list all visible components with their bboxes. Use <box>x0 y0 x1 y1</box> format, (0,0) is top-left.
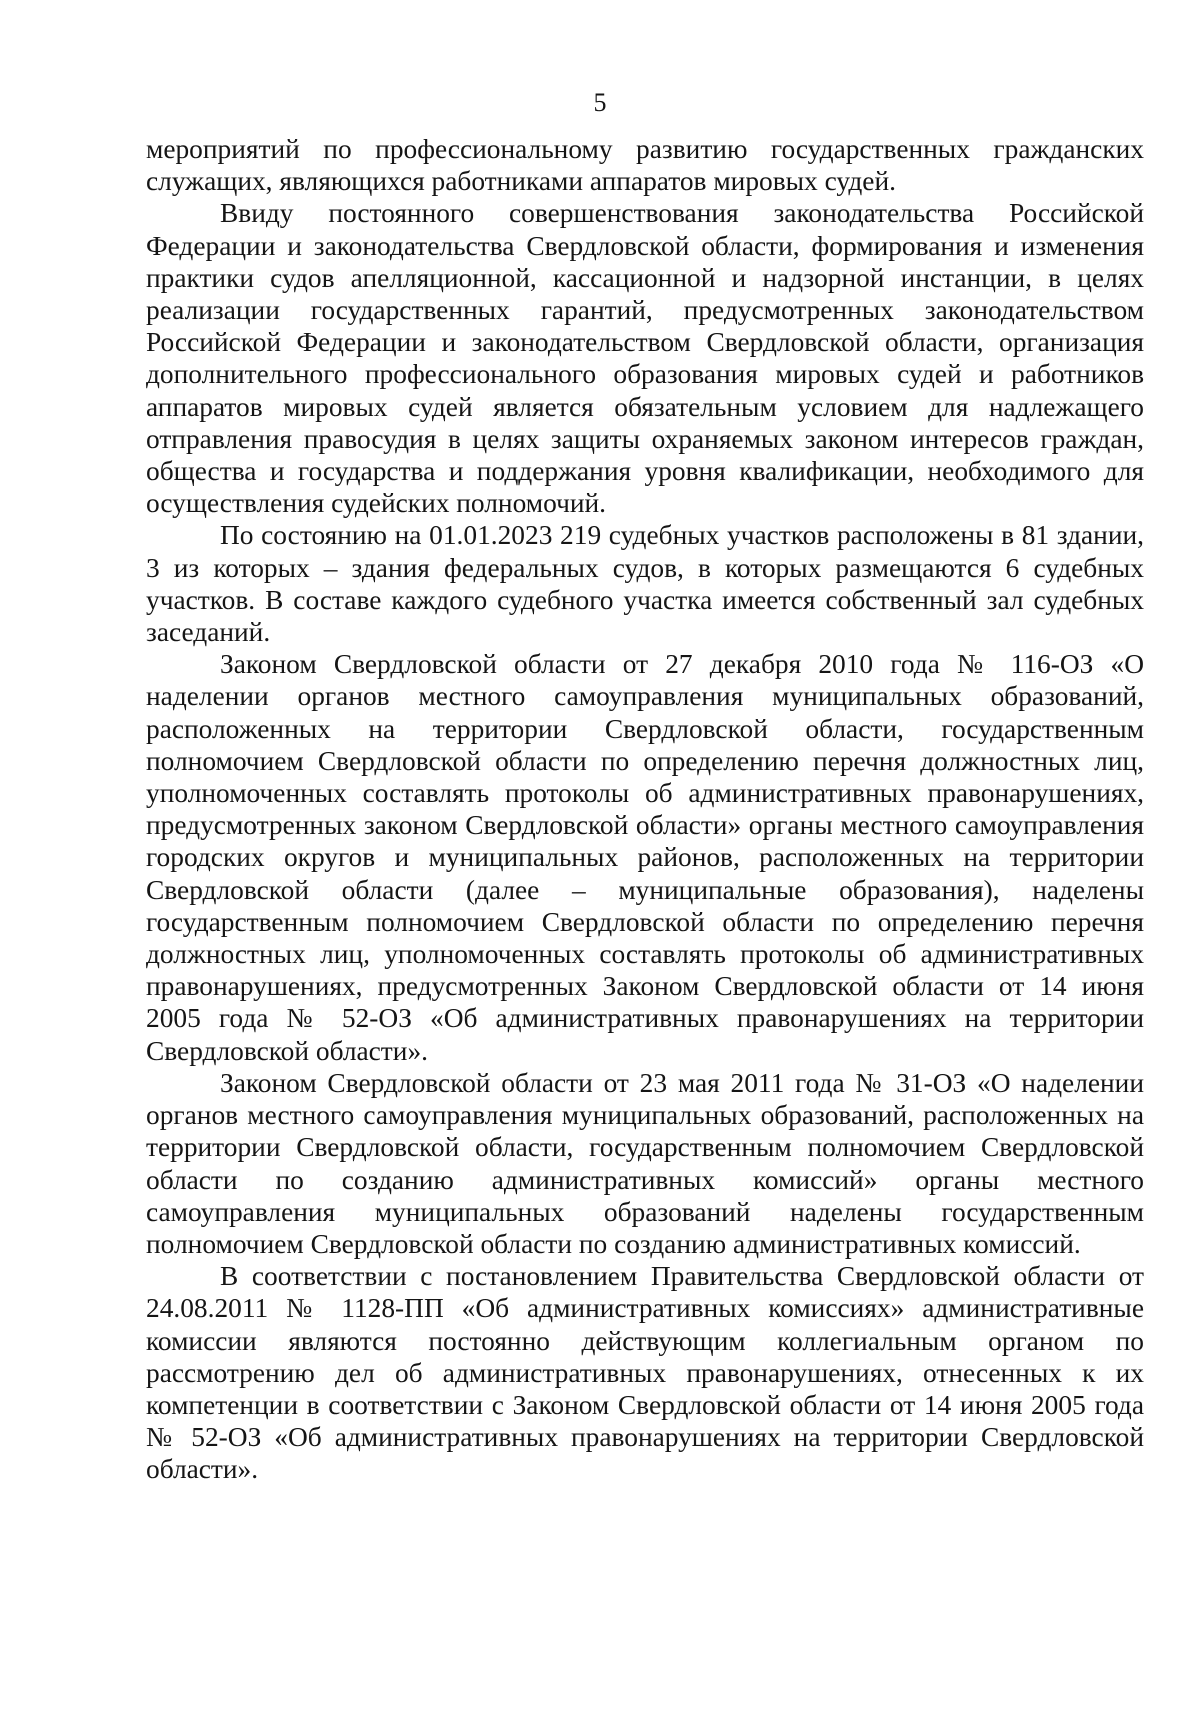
paragraph: По состоянию на 01.01.2023 219 судебных участков расположены в 81 здании, 3 из которых – здания федеральных судов, в которых размещаются 6 судебных участков. В составе каждого судебного участка имеется собственный зал судебных заседаний. <box>146 520 1144 648</box>
paragraph: Ввиду постоянного совершенствования законодательства Российской Федерации и законодательства Свердловской области, формирования и изменения практики судов апелляционной, кассационной и надзорной инстанции, в целях реализации государственных гарантий, предусмотренных законодательством Российской Федерации и законодательством Свердловской области, организация дополнительного профессионального образования мировых судей и работников аппаратов мировых судей является обязательным условием для надлежащего отправления правосудия в целях защиты охраняемых законом интересов граждан, общества и государства и поддержания уровня квалификации, необходимого для осуществления судейских полномочий. <box>146 198 1144 519</box>
paragraph: Законом Свердловской области от 23 мая 2011 года № 31-ОЗ «О наделении органов местного самоуправления муниципальных образований, расположенных на территории Свердловской области, государственным полномочием Свердловской области по созданию административных комиссий» органы местного самоуправления муниципальных образований наделены государственным полномочием Свердловской области по созданию административных комиссий. <box>146 1067 1144 1259</box>
paragraph: В соответствии с постановлением Правительства Свердловской области от 24.08.2011 № 1128-ПП «Об административных комиссиях» административные комиссии являются постоянно действующим коллегиальным органом по рассмотрению дел об административных правонарушениях, отнесенных к их компетенции в соответствии с Законом Свердловской области от 14 июня 2005 года № 52-ОЗ «Об административных правонарушениях на территории Свердловской области». <box>146 1261 1144 1485</box>
paragraph: мероприятий по профессиональному развитию государственных гражданских служащих, являющихся работниками аппаратов мировых судей. <box>146 134 1144 197</box>
page-number: 5 <box>593 88 607 117</box>
paragraph: Законом Свердловской области от 27 декабря 2010 года № 116-ОЗ «О наделении органов местного самоуправления муниципальных образований, расположенных на территории Свердловской области, государственным полномочием Свердловской области по определению перечня должностных лиц, уполномоченных составлять протоколы об административных правонарушениях, предусмотренных законом Свердловской области» органы местного самоуправления городских округов и муниципальных районов, расположенных на территории Свердловской области (далее – муниципальные образования), наделены государственным полномочием Свердловской области по определению перечня должностных лиц, уполномоченных составлять протоколы об административных правонарушениях, предусмотренных Законом Свердловской области от 14 июня 2005 года № 52-ОЗ «Об административных правонарушениях на территории Свердловской области». <box>146 649 1144 1066</box>
document-body <box>146 133 1144 1486</box>
